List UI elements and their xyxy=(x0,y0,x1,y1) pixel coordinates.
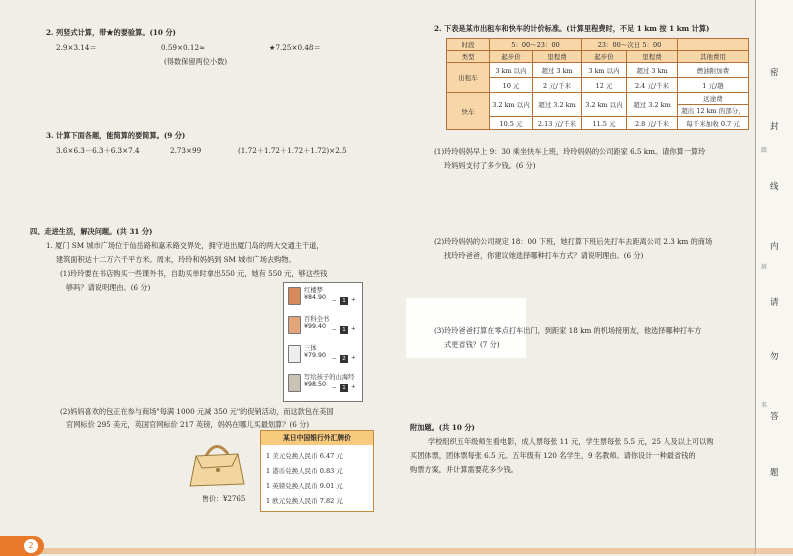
handbag-image xyxy=(188,440,248,488)
table-cell: 12 元 xyxy=(582,78,627,93)
table-cell: 超过 3 km xyxy=(533,63,582,78)
table-cell: 10.5 元 xyxy=(490,117,533,130)
book-price: ¥99.40 xyxy=(304,323,327,330)
seal-small: 班 xyxy=(761,264,768,271)
quantity-stepper xyxy=(332,385,358,392)
table-cell: 出租车 xyxy=(447,63,490,93)
section4-title: 四、走进生活，解决问题。(共 31 分) xyxy=(30,227,153,236)
table-header: 类型 xyxy=(447,51,490,63)
seal-char: 密 xyxy=(770,68,779,78)
table-header: 23：00～次日 5：00 xyxy=(582,39,678,51)
book-name: 三体 xyxy=(304,345,317,352)
table-header: 起步价 xyxy=(490,51,533,63)
q2-item-3: ★7.25×0.48＝ xyxy=(269,43,321,52)
table-cell: 超过 3.2 km xyxy=(627,93,678,117)
table-cell: 3.2 km 以内 xyxy=(582,93,627,117)
seal-small: 名 xyxy=(761,402,768,409)
section4-p1-line2: 建筑面积达十二万六千平方米。周末，玲玲和妈妈到 SM 城市广场去购物。 xyxy=(56,255,296,264)
table-cell: 超过 3 km xyxy=(627,63,678,78)
table-cell: 2 元/千米 xyxy=(533,78,582,93)
q3-title: 3. 计算下面各题，能简算的要简算。(9 分) xyxy=(46,131,186,140)
right-q2-title: 2. 下表是某市出租车和快车的计价标准。(计算里程费时，不足 1 km 按 1 km 计算) xyxy=(434,24,710,33)
book-item xyxy=(284,370,362,398)
table-header: 5：00～23：00 xyxy=(490,39,582,51)
page-number-tab xyxy=(0,536,44,556)
table-cell: 2.4 元/千米 xyxy=(627,78,678,93)
table-cell: 快车 xyxy=(447,93,490,130)
book-item xyxy=(284,283,362,311)
table-header: 其他费用 xyxy=(678,51,749,63)
book-name: 百科全书 xyxy=(304,316,330,323)
minus-icon: − xyxy=(332,327,337,333)
book-price: ¥84.90 xyxy=(304,294,327,301)
book-item xyxy=(284,312,362,340)
table-cell: 燃油附加费 xyxy=(678,63,749,78)
seal-char: 线 xyxy=(770,182,779,192)
right-s2-line1: (2)玲玲妈妈的公司规定 18：00 下班，她打算下班后先打车去距离公司 2.3 km 的商场 xyxy=(434,237,713,246)
q2-item-2: 0.59×0.12≈ xyxy=(161,43,206,52)
table-cell: 3 km 以内 xyxy=(582,63,627,78)
bag-price: 售价：¥2765 xyxy=(202,495,246,503)
right-s3-line1: (3)玲玲爸爸打算在零点打车出门，到距家 18 km 的机场接朋友，他选择哪种打车方 xyxy=(434,326,702,335)
quantity-stepper xyxy=(332,356,358,363)
seal-char: 内 xyxy=(770,242,779,252)
exchange-rate-table xyxy=(260,430,374,512)
exchange-rate-title: 某日中国银行外汇牌价 xyxy=(261,431,373,445)
section4-sub2-line1: (2)妈妈喜欢的包正在参与商场"每满 1000 元减 350 元"的促销活动，而这款包在美国 xyxy=(60,407,334,416)
q2-item-1: 2.9×3.14＝ xyxy=(56,43,97,52)
table-cell: 每千米加收 0.7 元 xyxy=(678,117,749,130)
q3-item-1: 3.6×6.3－6.3＋6.3×7.4 xyxy=(56,146,140,155)
table-cell: 2.8 元/千米 xyxy=(627,117,678,130)
table-header: 起步价 xyxy=(582,51,627,63)
table-header xyxy=(678,39,749,51)
q2-note: (得数保留两位小数) xyxy=(164,57,228,66)
book-count: 1 xyxy=(340,297,348,305)
minus-icon: − xyxy=(332,385,337,391)
seal-char: 请 xyxy=(770,298,779,308)
book-name: 写给孩子的山海经 xyxy=(304,374,355,381)
q3-item-2: 2.73×99 xyxy=(170,146,202,155)
table-cell: 超过 3.2 km xyxy=(533,93,582,117)
table-header: 里程费 xyxy=(533,51,582,63)
book-icon xyxy=(288,345,301,363)
bonus-title: 附加题。(共 10 分) xyxy=(410,423,475,432)
table-cell: 11.5 元 xyxy=(582,117,627,130)
right-s1-line2: 玲妈妈支付了多少钱。(6 分) xyxy=(444,161,536,170)
quantity-stepper xyxy=(332,327,358,334)
seal-char: 题 xyxy=(770,468,779,478)
quantity-stepper xyxy=(332,298,358,305)
book-name: 红楼梦 xyxy=(304,287,323,294)
right-s2-line2: 找玲玲爸爸，你建议她选择哪种打车方式？请说明理由。(6 分) xyxy=(444,251,644,260)
bonus-line2: 买团体票，团体票每张 6.5 元。五年级有 120 名学生，9 名教师。请你设计一种最省钱的 xyxy=(410,451,696,460)
exchange-rate-row: 1 美元兑换人民币 6.47 元 xyxy=(266,452,343,460)
right-s3-line2: 式更省钱？(7 分) xyxy=(444,340,500,349)
section4-sub2-line2: 官网标价 295 美元，英国官网标价 217 英镑，妈妈在哪儿买最划算？(6 分) xyxy=(66,420,310,429)
seal-char: 勿 xyxy=(770,352,779,362)
book-price: ¥79.90 xyxy=(304,352,327,359)
book-icon xyxy=(288,287,301,305)
section4-sub1-line1: (1)玲玲要在书店购买一些课外书，自助买单时拿出550 元，她有 550 元，够这些钱 xyxy=(60,269,328,278)
exchange-rate-row: 1 港币兑换人民币 0.83 元 xyxy=(266,467,343,475)
bonus-line1: 学校组织五年级师生看电影，成人票每张 11 元，学生票每张 5.5 元，25 人及以上可以购 xyxy=(428,437,714,446)
plus-icon: + xyxy=(351,384,356,390)
exchange-rate-row: 1 欧元兑换人民币 7.82 元 xyxy=(266,497,343,505)
book-icon xyxy=(288,316,301,334)
right-s1-line1: (1)玲玲妈妈早上 9：30 乘坐快车上班，玲玲妈妈的公司距家 6.5 km。请你算一算玲 xyxy=(434,147,706,156)
plus-icon: + xyxy=(351,297,356,303)
exchange-rate-row: 1 英镑兑换人民币 9.01 元 xyxy=(266,482,343,490)
bonus-line3: 购票方案，并计算需要花多少钱。 xyxy=(410,465,518,474)
book-price: ¥98.50 xyxy=(304,381,327,388)
q3-item-3: (1.72＋1.72＋1.72＋1.72)×2.5 xyxy=(238,146,347,155)
minus-icon: − xyxy=(332,298,337,304)
table-cell: 10 元 xyxy=(490,78,533,93)
table-cell: 远途费 xyxy=(678,93,749,105)
book-icon xyxy=(288,374,301,392)
fare-table xyxy=(446,38,749,130)
table-header: 里程费 xyxy=(627,51,678,63)
section4-p1-line1: 1. 厦门 SM 城市广场位于仙岳路和嘉禾路交界处，拥守进出厦门岛的两大交通主干道， xyxy=(46,241,324,250)
book-count: 1 xyxy=(340,384,348,392)
q2-title: 2. 列竖式计算，带★的要验算。(10 分) xyxy=(46,28,176,37)
table-cell: 2.13 元/千米 xyxy=(533,117,582,130)
seal-small: 级 xyxy=(761,147,768,154)
book-price-list xyxy=(283,282,363,402)
minus-icon: − xyxy=(332,356,337,362)
page-number: 2 xyxy=(24,539,38,553)
seal-char: 封 xyxy=(770,122,779,132)
seal-char: 答 xyxy=(770,412,779,422)
section4-sub1-line2: 够吗？请说明理由。(6 分) xyxy=(66,283,151,292)
book-count: 2 xyxy=(340,355,348,363)
footer-bar xyxy=(0,548,793,554)
plus-icon: + xyxy=(351,326,356,332)
book-item xyxy=(284,341,362,369)
table-cell: 3 km 以内 xyxy=(490,63,533,78)
table-cell: 超出 12 km 的部分， xyxy=(678,105,749,117)
binding-margin xyxy=(755,0,793,554)
book-count: 1 xyxy=(340,326,348,334)
table-cell: 1 元/趟 xyxy=(678,78,749,93)
table-header: 时段 xyxy=(447,39,490,51)
table-cell: 3.2 km 以内 xyxy=(490,93,533,117)
plus-icon: + xyxy=(351,355,356,361)
